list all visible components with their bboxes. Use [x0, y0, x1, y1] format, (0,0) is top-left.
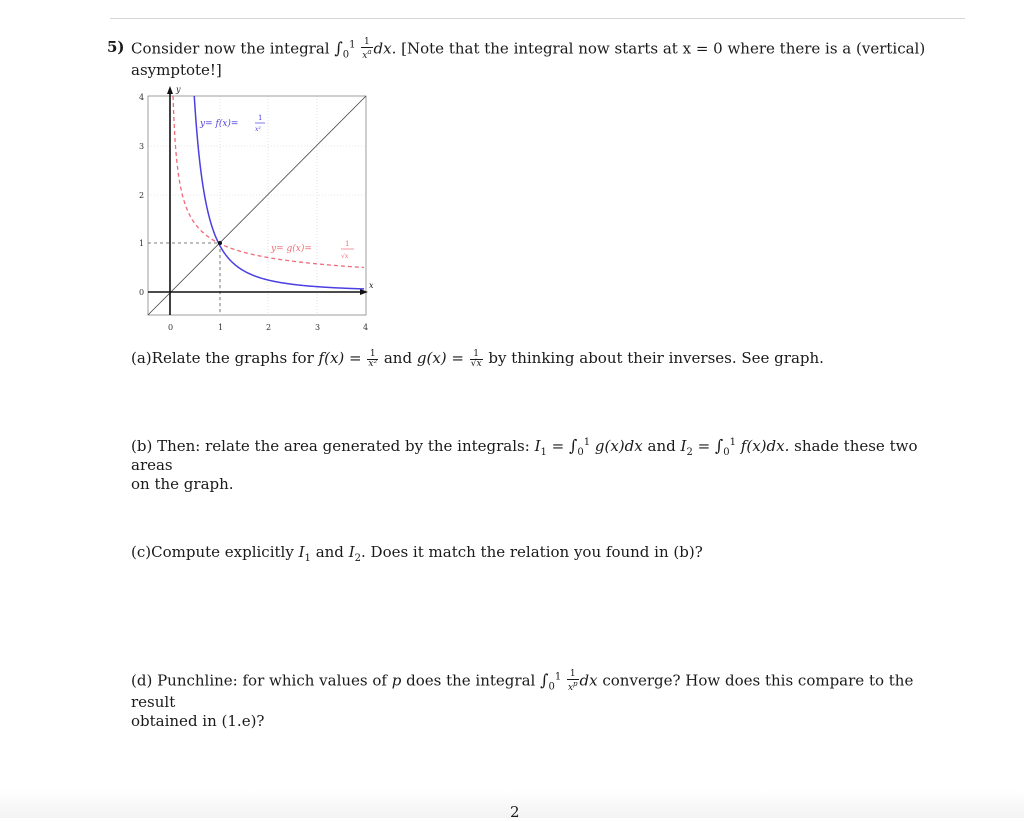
x-tick-4: 4: [363, 323, 369, 332]
g-curve-label: y= g(x)=: [271, 244, 312, 254]
part-b-i1: I: [534, 437, 541, 455]
part-b-i2-eq: =: [692, 437, 715, 455]
intro-limit-bottom: 0: [342, 49, 350, 61]
part-b-i1-upper: 1: [583, 437, 591, 448]
x-tick-2: 2: [266, 323, 272, 332]
part-d-dx: dx: [579, 671, 598, 690]
page-number: 2: [510, 803, 520, 821]
part-b-i2-integral: ∫: [714, 436, 724, 455]
part-d-lead: (d) Punchline: for which values of: [131, 671, 387, 690]
y-tick-1: 1: [139, 239, 145, 248]
y-tick-3: 3: [139, 142, 145, 151]
part-d-integral: ∫: [540, 670, 549, 690]
part-a-f-frac: $\frac{1}{\text{x²}}$: [368, 348, 378, 369]
intro-limit-top: 1: [349, 39, 356, 51]
g-label-num: 1: [345, 240, 350, 248]
part-b-i2: I: [680, 437, 687, 455]
part-c-i2: I: [348, 543, 355, 561]
part-d-mid: does the integral: [406, 671, 536, 690]
x-tick-labels: [168, 323, 368, 332]
part-c: [131, 543, 946, 562]
part-b-line2: on the graph.: [131, 475, 234, 493]
function-graph: [130, 85, 390, 335]
part-d-tail: converge? How does this compare to the result: [131, 671, 914, 711]
intro-integral-sign: ∫: [334, 38, 343, 58]
x-tick-0: 0: [168, 323, 174, 332]
y-tick-2: 2: [139, 191, 145, 200]
part-b-lead: (b) Then: relate the area generated by the integrals:: [131, 437, 530, 455]
top-rule: [110, 18, 965, 19]
part-b-i2-lower: 0: [723, 447, 730, 458]
f-label-num: 1: [258, 114, 263, 122]
part-c-i2-sub: 2: [354, 553, 361, 564]
intro-dx: dx.: [373, 39, 397, 58]
part-c-and: and: [315, 543, 344, 561]
intro-prefix: Consider now the integral: [131, 39, 330, 58]
part-c-tail: . Does it match the relation you found in (b)?: [361, 543, 703, 561]
part-b: [131, 436, 946, 494]
x-tick-3: 3: [315, 323, 321, 332]
part-d-upper: 1: [554, 671, 562, 683]
part-a-tail: by thinking about their inverses. See graph.: [488, 349, 824, 367]
f-curve-label: y= f(x)=: [200, 119, 239, 129]
part-b-and: and: [647, 437, 676, 455]
part-d-p: p: [391, 671, 402, 690]
part-a-f-expr: f(x) =: [318, 349, 362, 367]
part-b-i1-sub: 1: [540, 447, 547, 458]
part-b-i1-integral: ∫: [569, 436, 578, 455]
y-tick-0: 0: [139, 288, 145, 297]
part-a: [131, 349, 946, 369]
problem-number: 5): [107, 38, 125, 56]
intersection-point: [218, 241, 222, 245]
part-b-i1-lower: 0: [577, 447, 584, 458]
part-a-g-expr: g(x) =: [416, 349, 464, 367]
x-axis-arrow: [360, 289, 368, 295]
problem-intro: [131, 38, 946, 80]
intro-note-line2: asymptote!]: [131, 61, 222, 79]
y-tick-labels: [139, 93, 144, 297]
y-axis-arrow: [167, 86, 173, 94]
part-a-g-frac: $\frac{1}{√x}$: [470, 348, 482, 369]
part-c-i1: I: [298, 543, 305, 561]
x-tick-1: 1: [218, 323, 224, 332]
part-b-i2-body: f(x)dx.: [740, 437, 790, 455]
y-tick-4: 4: [139, 93, 145, 102]
part-b-i2-sub: 2: [686, 447, 693, 458]
part-d-frac: $\frac{1}{x^p}$: [567, 669, 578, 693]
g-label-den: √x: [341, 253, 349, 260]
part-d: [131, 670, 946, 731]
part-d-lower: 0: [548, 681, 555, 693]
x-axis-label: x: [369, 281, 374, 290]
f-label-den: x²: [255, 126, 261, 133]
part-c-lead: (c)Compute explicitly: [131, 543, 294, 561]
y-axis-label: y: [176, 85, 181, 94]
part-a-and: and: [383, 349, 413, 367]
part-d-line2: obtained in (1.e)?: [131, 712, 265, 730]
intro-note: [Note that the integral now starts at x = 0 where there is a (vertical): [401, 39, 926, 58]
intro-fraction: $\frac{1}{x^a}$: [362, 37, 372, 61]
part-b-i2-upper: 1: [729, 437, 737, 448]
part-c-i1-sub: 1: [304, 553, 311, 564]
part-a-lead: (a)Relate the graphs for: [131, 349, 314, 367]
part-b-tail: shade these two areas: [131, 437, 918, 474]
part-b-i1-eq: =: [546, 437, 570, 455]
part-b-i1-body: g(x)dx: [594, 437, 643, 455]
